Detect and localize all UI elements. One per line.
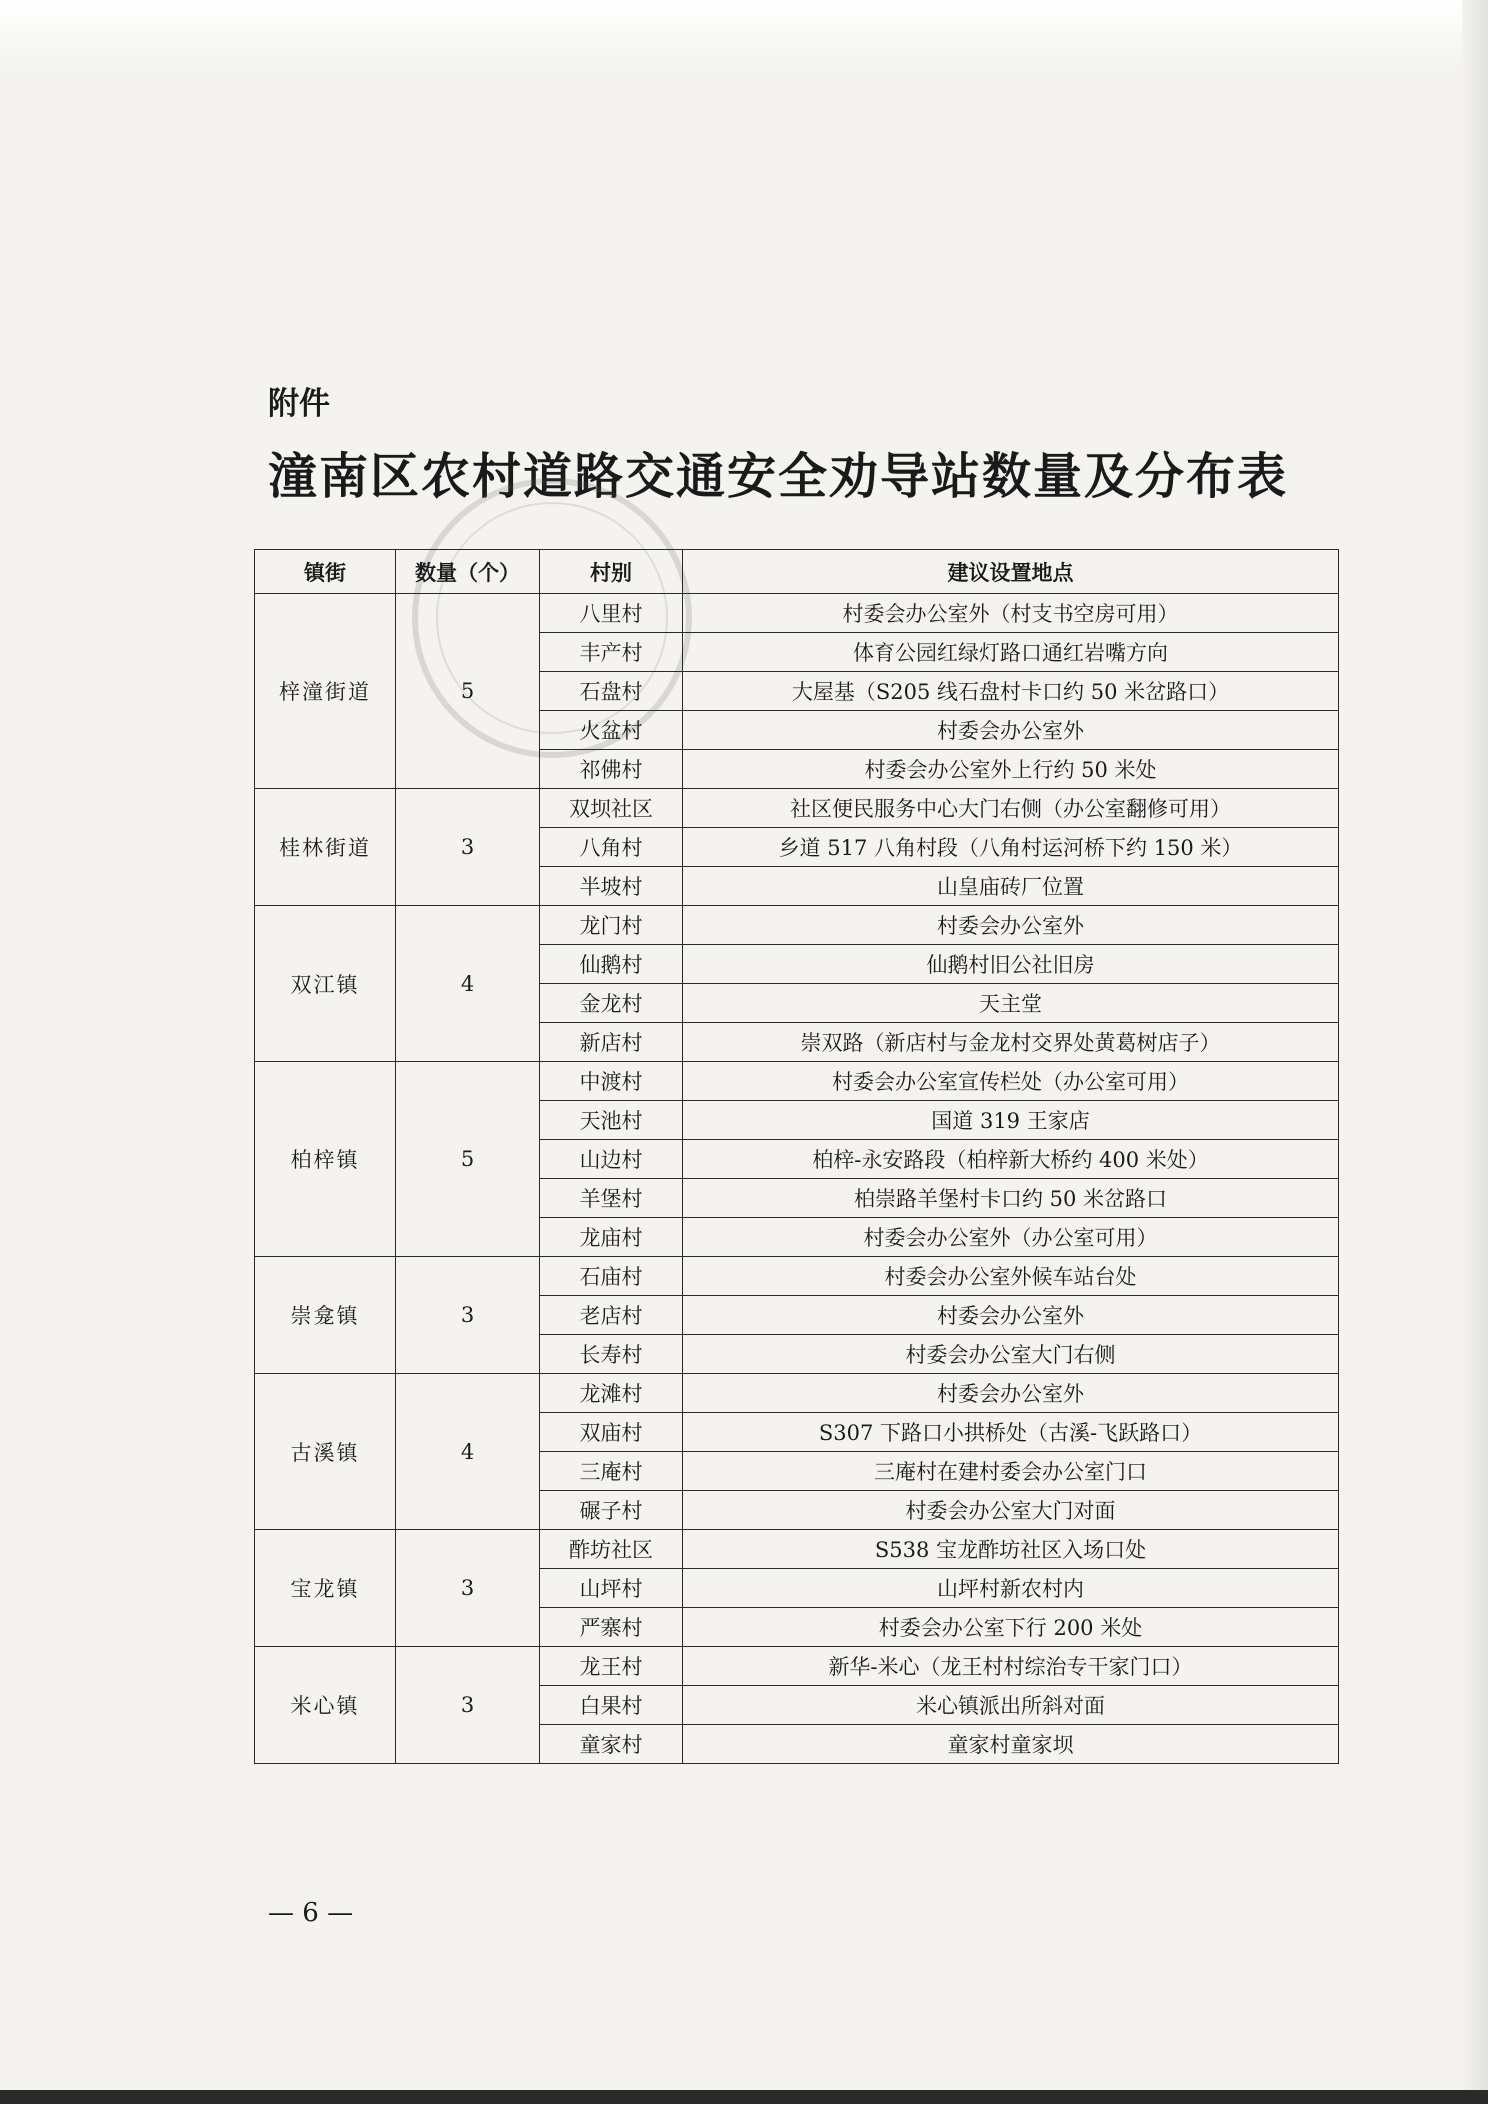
location-cell: 三庵村在建村委会办公室门口 [683, 1452, 1339, 1491]
village-cell: 石庙村 [540, 1257, 683, 1296]
village-cell: 丰产村 [540, 633, 683, 672]
town-cell: 双江镇 [255, 906, 396, 1062]
attachment-label: 附件 [268, 386, 330, 422]
location-cell: S307 下路口小拱桥处（古溪-飞跃路口） [683, 1413, 1339, 1452]
table-row [255, 1530, 1339, 1569]
location-cell: 天主堂 [683, 984, 1339, 1023]
location-cell: 村委会办公室外 [683, 1296, 1339, 1335]
table-row [255, 594, 1339, 633]
village-cell: 严寨村 [540, 1608, 683, 1647]
village-cell: 火盆村 [540, 711, 683, 750]
header-town: 镇街 [255, 550, 396, 594]
location-cell: 村委会办公室宣传栏处（办公室可用） [683, 1062, 1339, 1101]
location-cell: 仙鹅村旧公社旧房 [683, 945, 1339, 984]
scan-edge-top [0, 0, 1488, 70]
count-cell: 3 [396, 789, 540, 906]
location-cell: 童家村童家坝 [683, 1725, 1339, 1764]
village-cell: 双坝社区 [540, 789, 683, 828]
table-row [255, 906, 1339, 945]
town-cell: 崇龛镇 [255, 1257, 396, 1374]
village-cell: 龙门村 [540, 906, 683, 945]
location-cell: 村委会办公室大门对面 [683, 1491, 1339, 1530]
location-cell: 社区便民服务中心大门右侧（办公室翻修可用） [683, 789, 1339, 828]
location-cell: 村委会办公室外 [683, 906, 1339, 945]
location-cell: 村委会办公室外 [683, 711, 1339, 750]
village-cell: 龙王村 [540, 1647, 683, 1686]
location-cell: 乡道 517 八角村段（八角村运河桥下约 150 米） [683, 828, 1339, 867]
table-body [255, 594, 1339, 1764]
location-cell: 村委会办公室外（办公室可用） [683, 1218, 1339, 1257]
table-header-row [255, 550, 1339, 594]
location-cell: 崇双路（新店村与金龙村交界处黄葛树店子） [683, 1023, 1339, 1062]
village-cell: 白果村 [540, 1686, 683, 1725]
count-cell: 4 [396, 1374, 540, 1530]
town-cell: 宝龙镇 [255, 1530, 396, 1647]
count-cell: 4 [396, 906, 540, 1062]
location-cell: 国道 319 王家店 [683, 1101, 1339, 1140]
count-cell: 3 [396, 1530, 540, 1647]
village-cell: 八里村 [540, 594, 683, 633]
table-row [255, 789, 1339, 828]
header-count: 数量（个） [396, 550, 540, 594]
town-cell: 古溪镇 [255, 1374, 396, 1530]
village-cell: 长寿村 [540, 1335, 683, 1374]
location-cell: 村委会办公室外（村支书空房可用） [683, 594, 1339, 633]
location-cell: 柏梓-永安路段（柏梓新大桥约 400 米处） [683, 1140, 1339, 1179]
header-location: 建议设置地点 [683, 550, 1339, 594]
location-cell: 村委会办公室外候车站台处 [683, 1257, 1339, 1296]
village-cell: 八角村 [540, 828, 683, 867]
location-cell: 村委会办公室下行 200 米处 [683, 1608, 1339, 1647]
document-title: 潼南区农村道路交通安全劝导站数量及分布表 [268, 447, 1289, 505]
village-cell: 新店村 [540, 1023, 683, 1062]
header-village: 村别 [540, 550, 683, 594]
location-cell: 柏崇路羊堡村卡口约 50 米岔路口 [683, 1179, 1339, 1218]
count-cell: 5 [396, 594, 540, 789]
location-cell: 村委会办公室外上行约 50 米处 [683, 750, 1339, 789]
location-cell: 村委会办公室外 [683, 1374, 1339, 1413]
location-cell: 山坪村新农村内 [683, 1569, 1339, 1608]
village-cell: 三庵村 [540, 1452, 683, 1491]
village-cell: 羊堡村 [540, 1179, 683, 1218]
village-cell: 山坪村 [540, 1569, 683, 1608]
table-row [255, 1062, 1339, 1101]
location-cell: 村委会办公室大门右侧 [683, 1335, 1339, 1374]
scan-shadow-bottom [0, 2090, 1488, 2104]
page-number: — 6 — [268, 1898, 354, 1928]
table-row [255, 1647, 1339, 1686]
village-cell: 祁佛村 [540, 750, 683, 789]
village-cell: 中渡村 [540, 1062, 683, 1101]
village-cell: 双庙村 [540, 1413, 683, 1452]
location-cell: S538 宝龙酢坊社区入场口处 [683, 1530, 1339, 1569]
count-cell: 3 [396, 1647, 540, 1764]
village-cell: 半坡村 [540, 867, 683, 906]
count-cell: 5 [396, 1062, 540, 1257]
location-cell: 山皇庙砖厂位置 [683, 867, 1339, 906]
location-cell: 体育公园红绿灯路口通红岩嘴方向 [683, 633, 1339, 672]
village-cell: 仙鹅村 [540, 945, 683, 984]
scan-shadow-right [1462, 0, 1488, 2104]
town-cell: 米心镇 [255, 1647, 396, 1764]
location-cell: 大屋基（S205 线石盘村卡口约 50 米岔路口） [683, 672, 1339, 711]
village-cell: 龙庙村 [540, 1218, 683, 1257]
village-cell: 碾子村 [540, 1491, 683, 1530]
village-cell: 天池村 [540, 1101, 683, 1140]
village-cell: 山边村 [540, 1140, 683, 1179]
location-cell: 新华-米心（龙王村村综治专干家门口） [683, 1647, 1339, 1686]
village-cell: 石盘村 [540, 672, 683, 711]
table-row [255, 1374, 1339, 1413]
village-cell: 金龙村 [540, 984, 683, 1023]
village-cell: 童家村 [540, 1725, 683, 1764]
town-cell: 桂林街道 [255, 789, 396, 906]
town-cell: 梓潼街道 [255, 594, 396, 789]
distribution-table [254, 549, 1339, 1764]
location-cell: 米心镇派出所斜对面 [683, 1686, 1339, 1725]
count-cell: 3 [396, 1257, 540, 1374]
town-cell: 柏梓镇 [255, 1062, 396, 1257]
village-cell: 龙滩村 [540, 1374, 683, 1413]
village-cell: 酢坊社区 [540, 1530, 683, 1569]
village-cell: 老店村 [540, 1296, 683, 1335]
table-row [255, 1257, 1339, 1296]
